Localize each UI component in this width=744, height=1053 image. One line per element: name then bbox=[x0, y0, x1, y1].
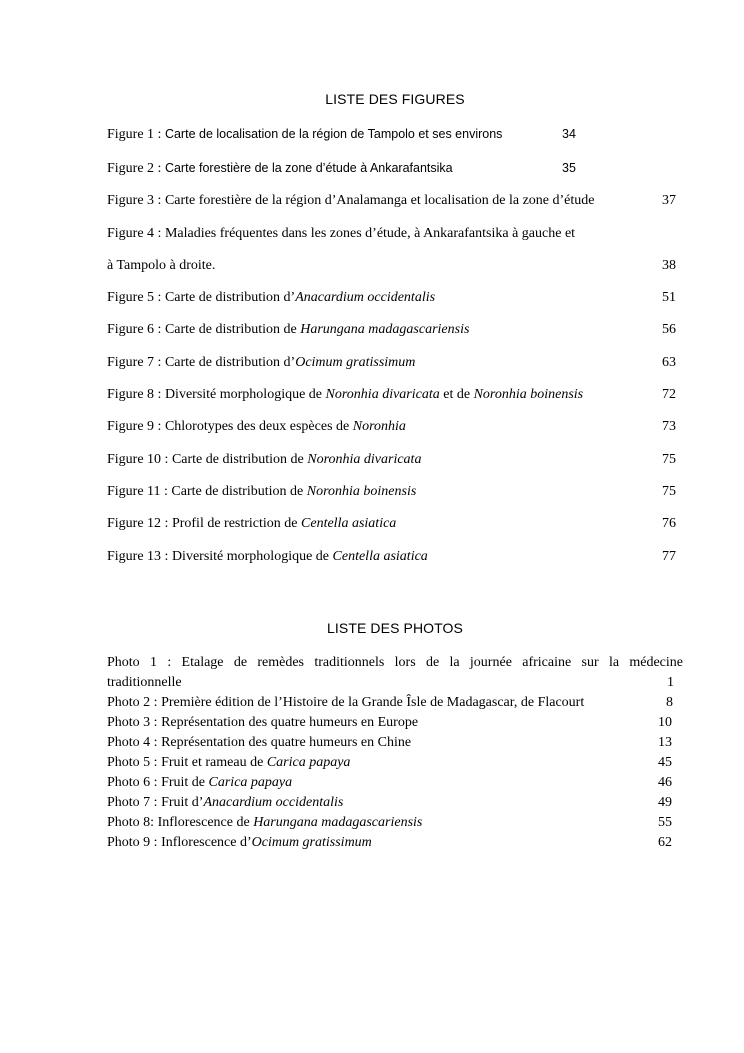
figure-label: Figure 2 : bbox=[107, 161, 165, 176]
photo-title: Photo 5 : Fruit et rameau de bbox=[107, 755, 267, 770]
figure-entry-9 bbox=[107, 418, 676, 436]
figure-title: Carte forestière de la zone d’étude à Ankarafantsika bbox=[164, 161, 453, 175]
photo-entry-5 bbox=[107, 754, 672, 772]
photo-title: Photo 2 : Première édition de l’Histoire de la Grande Îsle de Madagascar, de Flacourt bbox=[107, 695, 585, 710]
figures-heading: LISTE DES FIGURES bbox=[325, 91, 465, 107]
photo-title: Photo 9 : Inflorescence d’ bbox=[107, 835, 252, 850]
species-name: Harungana madagascariensis bbox=[253, 815, 423, 830]
photo-page: 13 bbox=[658, 735, 672, 750]
photos-heading: LISTE DES PHOTOS bbox=[327, 620, 463, 636]
photo-title-continued: traditionnelle bbox=[107, 675, 182, 690]
figure-page: 76 bbox=[662, 516, 676, 531]
figure-page: 72 bbox=[662, 387, 676, 402]
figure-title: Figure 3 : Carte forestière de la région d’Analamanga et localisation de la zone d’étude bbox=[107, 193, 595, 208]
photo-entry-3 bbox=[107, 714, 672, 732]
figure-title: Figure 4 : Maladies fréquentes dans les zones d’étude, à Ankarafantsika à gauche et bbox=[107, 226, 576, 241]
species-name: Centella asiatica bbox=[301, 516, 397, 531]
figure-entry-2 bbox=[107, 159, 676, 177]
species-name: Ocimum gratissimum bbox=[251, 835, 372, 850]
photo-title: Photo 8: Inflorescence de bbox=[107, 815, 254, 830]
photo-page: 49 bbox=[658, 795, 672, 810]
photo-entry-8 bbox=[107, 814, 672, 832]
figure-title: Figure 8 : Diversité morphologique de bbox=[107, 387, 326, 402]
photo-page: 10 bbox=[658, 715, 672, 730]
photo-page: 46 bbox=[658, 775, 672, 790]
photo-title: Photo 4 : Représentation des quatre humeurs en Chine bbox=[107, 735, 412, 750]
figure-page: 56 bbox=[662, 322, 676, 337]
photo-entry-6 bbox=[107, 774, 672, 792]
figure-title-connector: et de bbox=[439, 387, 474, 402]
photo-entry-2 bbox=[107, 694, 672, 712]
photo-page: 45 bbox=[658, 755, 672, 770]
photo-entry-4 bbox=[107, 734, 672, 752]
figure-entry-8 bbox=[107, 386, 676, 404]
figure-page: 51 bbox=[662, 290, 676, 305]
species-name: Ocimum gratissimum bbox=[295, 355, 416, 370]
species-name: Carica papaya bbox=[208, 775, 293, 790]
figure-title: Figure 7 : Carte de distribution d’ bbox=[107, 355, 296, 370]
figure-entry-10 bbox=[107, 451, 676, 469]
figure-page: 63 bbox=[662, 355, 676, 370]
species-name: Noronhia boinensis bbox=[306, 484, 417, 499]
species-name: Noronhia divaricata bbox=[325, 387, 440, 402]
photo-page: 55 bbox=[658, 815, 672, 830]
figure-entry-11 bbox=[107, 483, 676, 501]
genus-name: Noronhia bbox=[352, 419, 406, 434]
photo-entry-9 bbox=[107, 834, 672, 852]
figure-page: 73 bbox=[662, 419, 676, 434]
figure-entry-4-line-1 bbox=[107, 225, 676, 243]
species-name: Centella asiatica bbox=[332, 549, 428, 564]
figure-entry-13 bbox=[107, 548, 676, 566]
figure-title: Figure 5 : Carte de distribution d’ bbox=[107, 290, 296, 305]
photo-entry-1-line-2 bbox=[107, 674, 672, 692]
figure-label: Figure 1 : bbox=[107, 127, 165, 142]
figure-page: 37 bbox=[662, 193, 676, 208]
figure-page: 38 bbox=[662, 258, 676, 273]
photo-title: Photo 3 : Représentation des quatre humeurs en Europe bbox=[107, 715, 419, 730]
figure-entry-1 bbox=[107, 125, 676, 143]
species-name: Carica papaya bbox=[266, 755, 351, 770]
photo-page: 62 bbox=[658, 835, 672, 850]
photo-title: Photo 6 : Fruit de bbox=[107, 775, 209, 790]
figure-entry-5 bbox=[107, 289, 676, 307]
figure-page: 77 bbox=[662, 549, 676, 564]
figure-page: 35 bbox=[562, 161, 576, 175]
figure-entry-12 bbox=[107, 515, 676, 533]
figure-entry-6 bbox=[107, 321, 676, 339]
figure-title: Figure 12 : Profil de restriction de bbox=[107, 516, 302, 531]
photo-title: Photo 7 : Fruit d’ bbox=[107, 795, 204, 810]
figure-title: Carte de localisation de la région de Tampolo et ses environs bbox=[164, 127, 503, 141]
figure-title: Figure 9 : Chlorotypes des deux espèces de bbox=[107, 419, 353, 434]
photo-title: Photo 1 : Etalage de remèdes traditionnels lors de la journée africaine sur la médecine bbox=[107, 655, 683, 670]
photo-page: 1 bbox=[667, 675, 674, 690]
figure-page: 75 bbox=[662, 452, 676, 467]
species-name: Anacardium occidentalis bbox=[295, 290, 436, 305]
photo-entry-1-line-1 bbox=[107, 654, 683, 672]
species-name: Noronhia divaricata bbox=[307, 452, 422, 467]
figure-entry-3 bbox=[107, 192, 676, 210]
figure-title: Figure 11 : Carte de distribution de bbox=[107, 484, 307, 499]
figure-title: Figure 6 : Carte de distribution de bbox=[107, 322, 301, 337]
species-name-2: Noronhia boinensis bbox=[473, 387, 584, 402]
figure-title-continued: à Tampolo à droite. bbox=[107, 258, 216, 273]
figure-title: Figure 13 : Diversité morphologique de bbox=[107, 549, 333, 564]
species-name: Harungana madagascariensis bbox=[300, 322, 470, 337]
figure-title: Figure 10 : Carte de distribution de bbox=[107, 452, 308, 467]
photo-page: 8 bbox=[666, 695, 673, 710]
figure-entry-7 bbox=[107, 354, 676, 372]
figure-page: 75 bbox=[662, 484, 676, 499]
figure-entry-4-line-2 bbox=[107, 257, 676, 275]
species-name: Anacardium occidentalis bbox=[203, 795, 344, 810]
figure-page: 34 bbox=[562, 127, 576, 141]
photo-entry-7 bbox=[107, 794, 672, 812]
